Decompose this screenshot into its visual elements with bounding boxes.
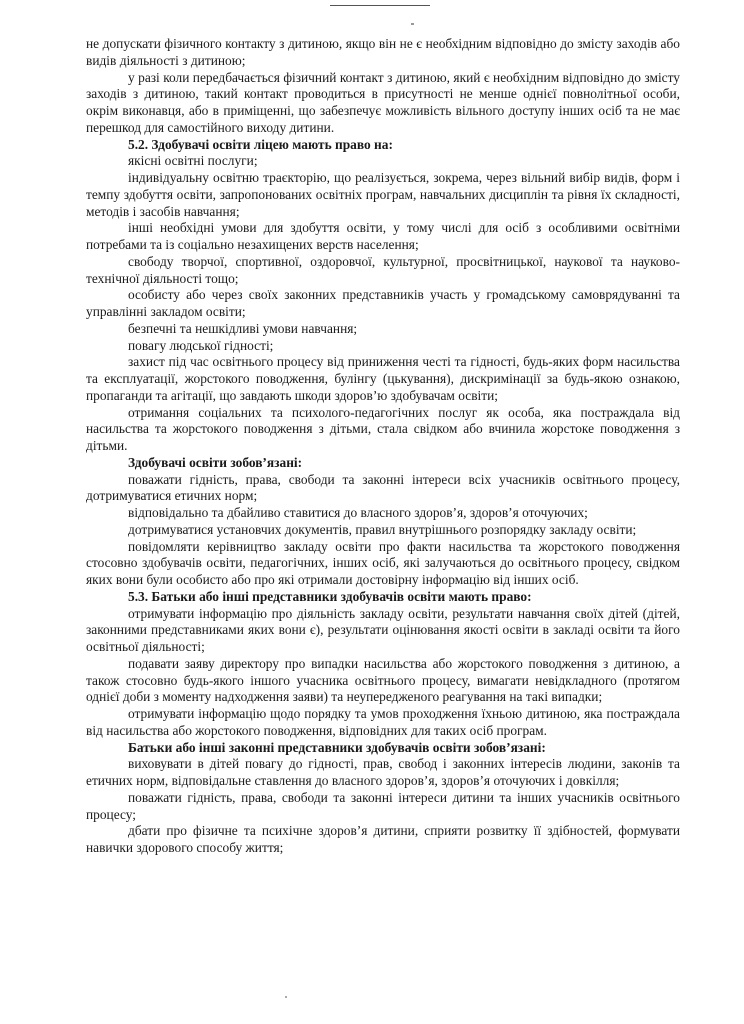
paragraph: виховувати в дітей повагу до гідності, прав, свобод і законних інтересів людини, законів та етичних норм, відповідальне ставлення до власного здоров’я, здоров’я оточуючих і довкілля;	[86, 756, 680, 788]
paragraph: безпечні та нешкідливі умови навчання;	[128, 320, 358, 336]
paragraph: дбати про фізичне та психічне здоров’я дитини, сприяти розвитку її здібностей, формувати навички здорового способу життя;	[86, 823, 680, 855]
document-page	[86, 36, 680, 857]
paragraph: у разі коли передбачається фізичний контакт з дитиною, який є необхідним відповідно до змісту заходів з дитиною, такий контакт проводиться в присутності не менше однієї повнолітньої особи, окрім виконавця, або в приміщенні, що забезпечує можливість вільного доступу інших осіб та не має перешкод для самостійного виходу дитини.	[86, 69, 680, 135]
paragraph: дотримуватися установчих документів, правил внутрішнього розпорядку закладу освіти;	[128, 521, 637, 537]
paragraph: повагу людської гідності;	[128, 337, 274, 353]
scan-speck	[411, 23, 414, 25]
paragraph: поважати гідність, права, свободи та законні інтереси дитини та інших учасників освітнього процесу;	[86, 789, 680, 822]
section-heading: Здобувачі освіти зобов’язані:	[128, 454, 303, 470]
paragraph: отримувати інформацію щодо порядку та умов проходження їхньою дитиною, яка постраждала від насильства або жорстокого поводження, відповідних для таких осіб програм.	[86, 706, 680, 738]
paragraph: повідомляти керівництво закладу освіти про факти насильства та жорстокого поводження стосовно здобувачів освіти, педагогічних, інших осіб, які залучаються до освітнього процесу, свідком яких вони були особисто або про які отримали достовірну інформацію від інших осіб.	[86, 538, 680, 587]
paragraph: захист під час освітнього процесу від приниження честі та гідності, будь-яких форм насильства та експлуатації, жорстокого поводження, булінгу (цькування), дискримінації за будь-якою ознакою, пропаганди та агітації, що завдають шкоди здоров’ю здобувачам освіти;	[86, 354, 680, 403]
scan-speck	[285, 996, 287, 998]
paragraph: отримання соціальних та психолого-педагогічних послуг як особа, яка постраждала від насильства та жорстокого поводження з дітьми, стала свідком або вчинила жорстоке поводження з дітьми.	[86, 404, 680, 453]
paragraph: інші необхідні умови для здобуття освіти, у тому числі для осіб з особливими освітніми потребами та із соціально незахищених верств населення;	[86, 220, 680, 252]
scan-edge-line	[330, 5, 430, 6]
paragraph: якісні освітні послуги;	[128, 153, 258, 169]
paragraph: поважати гідність, права, свободи та законні інтереси всіх учасників освітнього процесу, дотримуватися етичних норм;	[86, 471, 680, 504]
paragraph: отримувати інформацію про діяльність закладу освіти, результати навчання своїх дітей (дітей, законними представниками яких вони є), результати оцінювання якості освіти в закладі освіти та його освітньої діяльності;	[86, 605, 680, 654]
paragraph: подавати заяву директору про випадки насильства або жорстокого поводження з дитиною, а також стосовно будь-якого іншого учасника освітнього процесу, вимагати невідкладного (протягом однієї доби з моменту надходження заяви) та неупередженого реагування на такі випадки;	[86, 655, 680, 705]
paragraph: індивідуальну освітню траєкторію, що реалізується, зокрема, через вільний вибір видів, форм і темпу здобуття освіти, запропонованих освітніх програм, навчальних дисциплін та рівня їх складності, методів і засобів навчання;	[86, 170, 680, 219]
paragraph: не допускати фізичного контакту з дитиною, якщо він не є необхідним відповідно до змісту заходів або видів діяльності з дитиною;	[86, 36, 680, 68]
paragraph: свободу творчої, спортивної, оздоровчої, культурної, просвітницької, наукової та науково-технічної діяльності тощо;	[86, 253, 680, 286]
section-heading: 5.2. Здобувачі освіти ліцею мають право на:	[128, 136, 393, 152]
paragraph: відповідально та дбайливо ставитися до власного здоров’я, здоров’я оточуючих;	[128, 505, 588, 520]
section-heading: 5.3. Батьки або інші представники здобувачів освіти мають право:	[128, 588, 532, 604]
section-heading: Батьки або інші законні представники здобувачів освіти зобов’язані:	[128, 739, 546, 755]
paragraph: особисту або через своїх законних представників участь у громадському самоврядуванні та управлінні закладом освіти;	[86, 287, 680, 319]
